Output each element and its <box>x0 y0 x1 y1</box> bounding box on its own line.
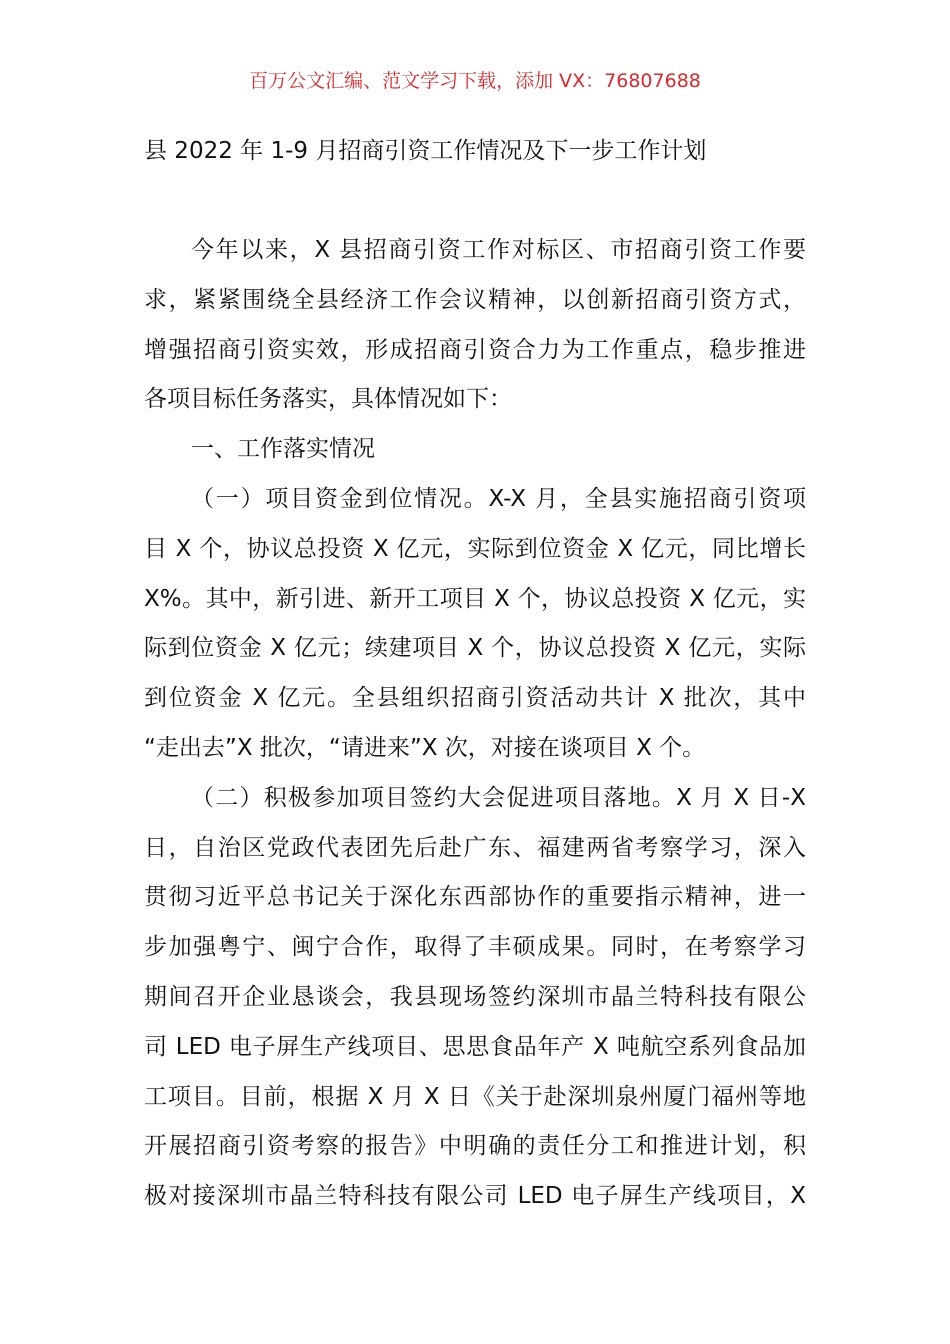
body-line: 一、工作落实情况 <box>191 436 375 463</box>
body-line: 际到位资金 X 亿元；续建项目 X 个，协议总投资 X 亿元，实际 <box>144 635 806 662</box>
body-line: 各项目标任务落实，具体情况如下： <box>144 386 512 413</box>
body-line: 工项目。目前，根据 X 月 X 日《关于赴深圳泉州厦门福州等地 <box>144 1083 806 1110</box>
body-line: 求，紧紧围绕全县经济工作会议精神，以创新招商引资方式， <box>144 286 806 313</box>
body-line: 司 LED 电子屏生产线项目、思思食品年产 X 吨航空系列食品加 <box>144 1033 806 1060</box>
body-line: 到位资金 X 亿元。全县组织招商引资活动共计 X 批次，其中 <box>144 685 806 712</box>
body-line: 极对接深圳市晶兰特科技有限公司 LED 电子屏生产线项目，X <box>144 1183 806 1210</box>
body-line: 日，自治区党政代表团先后赴广东、福建两省考察学习，深入 <box>144 834 806 861</box>
body-line: 贯彻习近平总书记关于深化东西部协作的重要指示精神，进一 <box>144 884 806 911</box>
body-line: 步加强粤宁、闽宁合作，取得了丰硕成果。同时，在考察学习 <box>144 934 806 961</box>
body-line: 目 X 个，协议总投资 X 亿元，实际到位资金 X 亿元，同比增长 <box>144 535 806 562</box>
document-title: 县 2022 年 1-9 月招商引资工作情况及下一步工作计划 <box>144 138 707 164</box>
body-line: X%。其中，新引进、新开工项目 X 个，协议总投资 X 亿元，实 <box>144 585 806 612</box>
body-line: （二）积极参加项目签约大会促进项目落地。X 月 X 日-X <box>191 784 806 811</box>
body-line: “走出去”X 批次，“请进来”X 次，对接在谈项目 X 个。 <box>144 735 706 761</box>
body-line: 今年以来，X 县招商引资工作对标区、市招商引资工作要 <box>191 237 806 263</box>
body-line: 增强招商引资实效，形成招商引资合力为工作重点，稳步推进 <box>144 336 806 363</box>
body-line: （一）项目资金到位情况。X-X 月，全县实施招商引资项 <box>191 486 806 512</box>
watermark-banner: 百万公文汇编、范文学习下载，添加 VX：76807688 <box>249 70 701 92</box>
body-line: 期间召开企业恳谈会，我县现场签约深圳市晶兰特科技有限公 <box>144 984 806 1010</box>
body-line: 开展招商引资考察的报告》中明确的责任分工和推进计划，积 <box>144 1133 806 1160</box>
